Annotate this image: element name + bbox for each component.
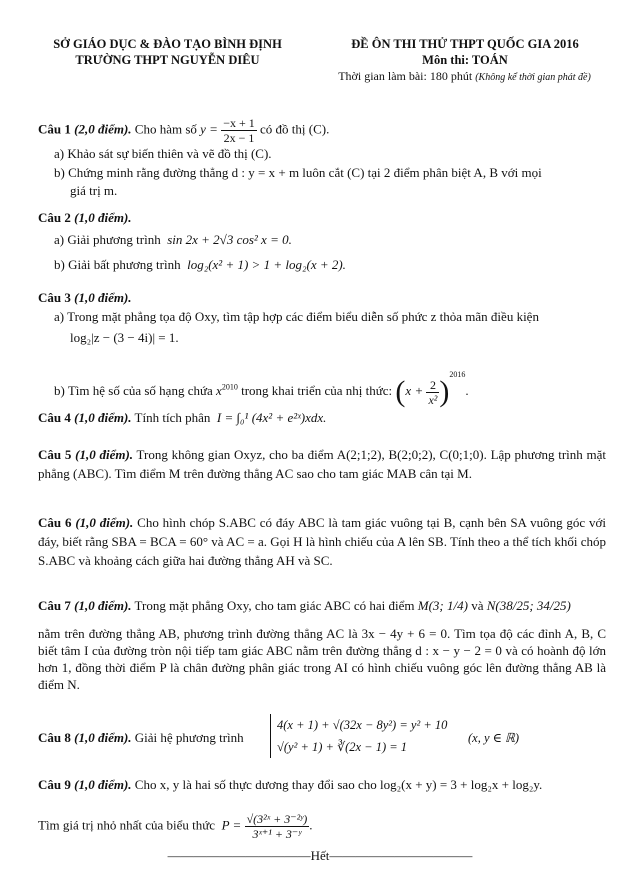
q1-fraction: $\frac{-x + 1}{2x - 1}$ (223, 116, 255, 145)
time-limit: Thời gian làm bài: 180 phút (Không kể thời gian phát đề) (338, 69, 591, 83)
q9-line2: Tìm giá trị nhỏ nhất của biểu thức P = $\frac{\text{√(3²ˣ + 3⁻²ʸ)}}{\text{3ˣ⁺¹ + 3⁻ʸ}}$ . (38, 812, 313, 841)
q1-line: Câu 1 (2,0 điểm). Cho hàm số y = $\frac{-x + 1}{2x - 1}$ có đồ thị (C). (38, 116, 330, 145)
q3a-math: log₂|z − (3 − 4i)| = 1. (70, 330, 179, 345)
exam-title: ĐỀ ÔN THI THỬ THPT QUỐC GIA 2016 (351, 37, 579, 51)
subject: Môn thi: TOÁN (422, 53, 508, 67)
q2b: b) Giải bất phương trình log₂(x² + 1) > 1 + log₂(x + 2). (54, 257, 346, 272)
q9-fraction: $\frac{\text{√(3²ˣ + 3⁻²ʸ)}}{\text{3ˣ⁺¹ + 3⁻ʸ}}$ (246, 812, 308, 841)
q1a: a) Khảo sát sự biến thiên và vẽ đồ thị (C). (54, 146, 272, 161)
q4-line: Câu 4 (1,0 điểm). Tính tích phân I = ∫₀¹ (4x² + e²ˣ)xdx. (38, 410, 327, 425)
q8-system: 4(x + 1) + √(32x − 8y²) = y² + 10 √(y² + 1) + ∛(2x − 1) = 1 (270, 714, 447, 758)
q3b: b) Tìm hệ số của số hạng chứa $x^{2010}$ trong khai triển của nhị thức: (x + $\frac{2}{\text{x²}}$ )$^{2016}$. (54, 370, 469, 409)
q6-paragraph: Câu 6 (1,0 điểm). Cho hình chóp S.ABC có đáy ABC là tam giác vuông tại B, cạnh bên SA vuông góc với đáy, biết rằng SBA = BCA = 60° và AC = a. Gọi H là hình chiếu của A lên SB. Tính theo a thể tích khối chóp S.ABC và khoảng cách giữa hai đường thẳng AH và SC. (38, 515, 607, 568)
end-marker: ―――――――――――Hết――――――――――― (167, 848, 473, 863)
q1b-cont: giá trị m. (70, 183, 118, 198)
school-name: TRƯỜNG THPT NGUYỄN DIÊU (75, 53, 260, 67)
q8-line: Câu 8 (1,0 điểm). Giải hệ phương trình (38, 730, 244, 745)
q9-line: Câu 9 (1,0 điểm). Cho x, y là hai số thực dương thay đổi sao cho log₂(x + y) = 3 + log₂x + log₂y. (38, 777, 543, 792)
q1b: b) Chứng minh rằng đường thẳng d : y = x + m luôn cắt (C) tại 2 điểm phân biệt A, B với mọi (54, 165, 542, 180)
q7-line: Câu 7 (1,0 điểm). Trong mặt phẳng Oxy, cho tam giác ABC có hai điểm M(3; 1/4) và N(38/25; 34/25) (38, 598, 571, 613)
q5-paragraph: Câu 5 (1,0 điểm). Trong không gian Oxyz, cho ba điểm A(2;1;2), B(2;0;2), C(0;1;0). Lập phương trình mặt phẳng (ABC). Tìm điểm M trên đường thẳng AC sao cho tam giác MAB cân tại M. (38, 447, 606, 481)
department-name: SỞ GIÁO DỤC & ĐÀO TẠO BÌNH ĐỊNH (53, 37, 282, 51)
q2-heading: Câu 2 (1,0 điểm). (38, 210, 132, 225)
q3a: a) Trong mặt phẳng tọa độ Oxy, tìm tập hợp các điểm biểu diễn số phức z thỏa mãn điều kiện (54, 309, 539, 324)
q8-domain: (x, y ∈ ℝ) (468, 731, 520, 745)
q2a: a) Giải phương trình sin 2x + 2√3 cos² x = 0. (54, 232, 292, 247)
school-header (40, 36, 295, 68)
q3-fraction: $\frac{2}{\text{x²}}$ (428, 377, 438, 407)
exam-header (320, 36, 610, 68)
q7-paragraph: nằm trên đường thẳng AB, phương trình đường thẳng AC là 3x − 4y + 6 = 0. Tìm tọa độ các đỉnh A, B, C biết tâm I của đường tròn nội tiếp tam giác ABC nằm trên đường thẳng d : x − y − 2 = 0 và có hoành độ lớn hơn 1, đồng thời điểm P là chân đường phân giác trong AI có hình chiếu vuông góc lên đường thẳng AB là điểm N. (38, 626, 606, 692)
q3-heading: Câu 3 (1,0 điểm). (38, 290, 132, 305)
time-note: (Không kể thời gian phát đề) (475, 72, 591, 83)
